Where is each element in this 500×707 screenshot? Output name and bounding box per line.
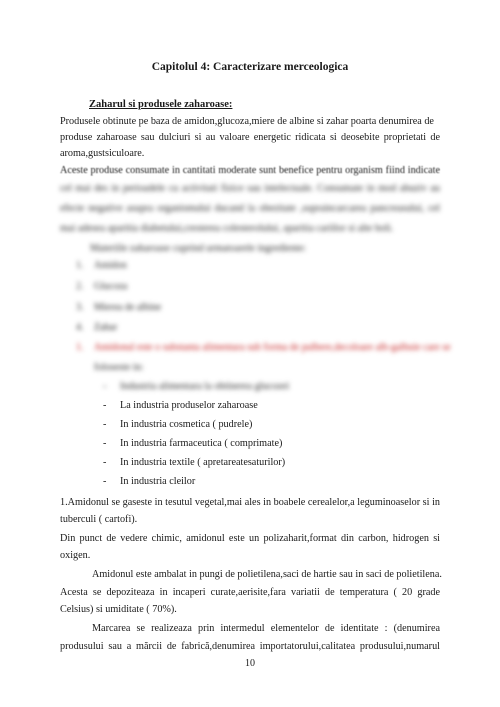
list-item: 3. Mierea de albine <box>76 302 162 313</box>
blurred-text: efecte negative asupra organismului ducand la obezitate ,supraincarcarea pancreasului, cel <box>60 203 440 214</box>
chapter-title: Capitolul 4: Caracterizare merceologica <box>151 61 349 73</box>
bullet-item: - La industria produselor zaharoase <box>103 400 258 411</box>
bullet-item: - In industria textile ( apretareatesaturilor) <box>103 457 286 468</box>
paragraph-line: aroma,gustsiculoare. <box>60 148 145 159</box>
bullet-item: - Industria alimentara la obtinerea glucozei <box>103 381 290 392</box>
paragraph-line: tuberculi ( cartofi). <box>60 514 138 525</box>
blurred-text: mai adesea aparitia diabetului,cresterea colesterolului, aparitia cariilor si alte boli. <box>60 223 394 234</box>
paragraph-line: Celsius) si umiditate ( 70%). <box>60 604 177 615</box>
blurred-text: cel mai des in perioadele cu activitati fizice sau intelectuale. Consumate in mod abuziv au <box>60 183 440 194</box>
bullet-item: - In industria farmaceutica ( comprimate) <box>103 438 283 449</box>
bullet-item: - In industria cosmetica ( pudrele) <box>103 419 253 430</box>
paragraph-line: produsului sau a mărcii de fabrică,denumirea importatorului,calitatea produsului,numarul <box>60 641 440 652</box>
paragraph-line: 1.Amidonul se gaseste in tesutul vegetal,mai ales in boabele cerealelor,a leguminoaselor si in <box>60 497 440 508</box>
blurred-text: foloseste in: <box>94 362 144 373</box>
bullet-item: - In industria cleilor <box>103 476 196 487</box>
paragraph-line: Acesta se depoziteaza in incaperi curate,aerisite,fara variatii de temperatura ( 20 grade <box>60 587 440 598</box>
paragraph-line: Produsele obtinute pe baza de amidon,glucoza,miere de albine si zahar poarta denumirea de <box>60 116 434 127</box>
paragraph-line: oxigen. <box>60 550 91 561</box>
list-item: 1. Amidon <box>76 260 127 271</box>
page-number: 10 <box>245 658 255 669</box>
paragraph-line: produse zaharoase sau dulciuri si au valoare energetic ridicata si deosebite proprietati de <box>60 132 440 143</box>
list-item: 2. Glucoza <box>76 281 128 292</box>
paragraph-line: Aceste produse consumate in cantitati moderate sunt benefice pentru organism fiind indicate <box>60 165 440 176</box>
blurred-text: Materiile zaharoase cuprind urmatoarele ingrediente: <box>90 243 307 254</box>
paragraph-line: Din punct de vedere chimic, amidonul este un polizaharit,format din carbon, hidrogen si <box>60 533 440 544</box>
paragraph-line: Marcarea se realizeaza prin intermedul elementelor de identitate : (denumirea <box>92 623 440 634</box>
list-item: 4. Zahar <box>76 322 118 333</box>
section-title: Zaharul si produsele zaharoase: <box>89 99 233 110</box>
list-item: 1. Amidonul este o substanta alimentara sub forma de pulbere,decoloare alb-galbuie care se <box>76 342 451 353</box>
paragraph-line: Amidonul este ambalat in pungi de polietilena,saci de hartie sau in saci de polietilena. <box>92 569 442 580</box>
